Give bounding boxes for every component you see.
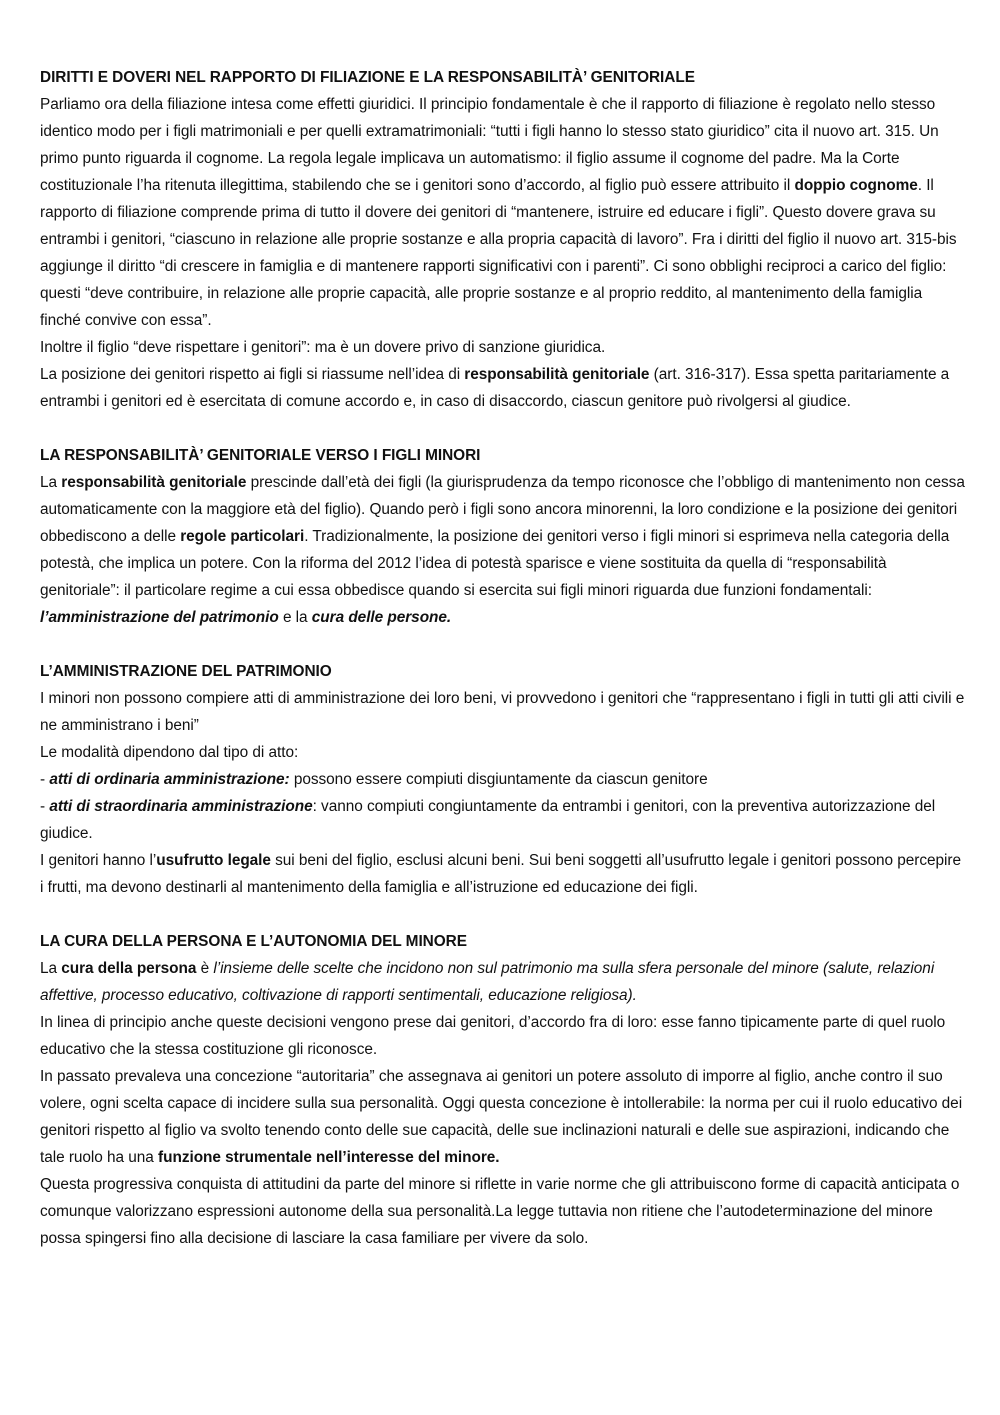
paragraph — [40, 847, 965, 901]
section-heading: DIRITTI E DOVERI NEL RAPPORTO DI FILIAZIONE E LA RESPONSABILITÀ’ GENITORIALE — [40, 69, 695, 86]
emphasized-text: atti di straordinaria amministrazione — [49, 798, 313, 815]
emphasized-text: usufrutto legale — [156, 852, 271, 869]
paragraph — [40, 739, 965, 766]
emphasized-text: funzione strumentale nell’interesse del minore. — [158, 1149, 500, 1166]
text-run: In linea di principio anche queste decisioni vengono prese dai genitori, d’accordo fra di loro: esse fanno tipicamente parte di quel ruolo educativo che la stessa costituzione gli riconosce. — [40, 1014, 946, 1058]
paragraph — [40, 1063, 965, 1171]
section — [40, 64, 965, 415]
text-run: : vanno compiuti congiuntamente da entrambi i genitori, con la preventiva autorizzazione del giudice. — [40, 798, 936, 842]
emphasized-text: cura della persona — [61, 960, 197, 977]
text-run: Questa progressiva conquista di attitudini da parte del minore si riflette in varie norme che gli attribuiscono forme di capacità anticipata o comunque valorizzano espressioni autonome della sua personalità.La legge tuttavia non ritiene che l’autodeterminazione del minore possa spingersi fino alla decisione di lasciare la casa familiare per vivere da solo. — [40, 1176, 960, 1247]
section — [40, 658, 965, 901]
document-body — [40, 64, 965, 1279]
text-run: I minori non possono compiere atti di amministrazione dei loro beni, vi provvedono i genitori che “rappresentano i figli in tutti gli atti civili e ne amministrano i beni” — [40, 690, 965, 734]
section — [40, 442, 965, 631]
text-run: La — [40, 960, 62, 977]
paragraph — [40, 766, 965, 793]
section-heading: L’AMMINISTRAZIONE DEL PATRIMONIO — [40, 663, 332, 680]
text-run: La posizione dei genitori rispetto ai figli si riassume nell’idea di — [40, 366, 465, 383]
emphasized-text: l’amministrazione del patrimonio — [40, 609, 279, 626]
paragraph — [40, 1171, 965, 1252]
text-run: . Tradizionalmente, la posizione dei genitori verso i figli minori si esprimeva nella categoria della potestà, che implica un potere. Con la riforma del 2012 l’idea di potestà sparisce e viene sostituita da quella di “responsabilità genitoriale”: il particolare regime a cui essa obbedisce quando si esercita sui figli minori riguarda due funzioni fondamentali: — [40, 528, 950, 599]
text-run: . Il rapporto di filiazione comprende prima di tutto il dovere dei genitori di “mantenere, istruire ed educare i figli”. Questo dovere grava su entrambi i genitori, “ciascuno in relazione alle proprie sostanze e alla propria capacità di lavoro”. Fra i diritti del figlio il nuovo art. 315-bis aggiunge il diritto “di crescere in famiglia e di mantenere rapporti significativi con i parenti”. Ci sono obblighi reciproci a carico del figlio: questi “deve contribuire, in relazione alle proprie capacità, alle proprie sostanze e al proprio reddito, al mantenimento della famiglia finché convive con essa”. — [40, 177, 957, 329]
emphasized-text: atti di ordinaria amministrazione: — [49, 771, 290, 788]
emphasized-text: cura delle persone. — [311, 609, 452, 626]
text-run: Parliamo ora della filiazione intesa come effetti giuridici. Il principio fondamentale è che il rapporto di filiazione è regolato nello stesso identico modo per i figli matrimoniali e per quelli extramatrimoniali: “tutti i figli hanno lo stesso stato giuridico” cita il nuovo art. 315. Un primo punto riguarda il cognome. La regola legale implicava un automatismo: il figlio assume il cognome del padre. Ma la Corte costituzionale l’ha ritenuta illegittima, stabilendo che se i genitori sono d’accordo, al figlio può essere attribuito il — [40, 96, 939, 194]
text-run: Le modalità dipendono dal tipo di atto: — [40, 744, 299, 761]
paragraph — [40, 793, 965, 847]
text-run: e la — [278, 609, 312, 626]
text-run: - — [40, 771, 50, 788]
text-run: I genitori hanno l’ — [40, 852, 157, 869]
text-run: prescinde dall’età dei figli (la giurisprudenza da tempo riconosce che l’obbligo di mantenimento non cessa automaticamente con la maggiore età del figlio). Quando però i figli sono ancora minorenni, la loro condizione e la posizione dei genitori obbediscono a delle — [40, 474, 965, 545]
text-run: è — [196, 960, 214, 977]
text-run: - — [40, 798, 50, 815]
paragraph — [40, 361, 965, 415]
paragraph — [40, 469, 965, 631]
emphasized-text: responsabilità genitoriale — [464, 366, 650, 383]
emphasized-text: l’insieme delle scelte che incidono non sul patrimonio ma sulla sfera personale del minore (salute, relazioni affettive, processo educativo, coltivazione di rapporti sentimentali, educazione religiosa). — [40, 960, 935, 1004]
text-run: La — [40, 474, 62, 491]
emphasized-text: doppio cognome — [794, 177, 918, 194]
text-run: (art. 316-317). Essa spetta paritariamente a entrambi i genitori ed è esercitata di comune accordo e, in caso di disaccordo, ciascun genitore può rivolgersi al giudice. — [40, 366, 950, 410]
text-run: Inoltre il figlio “deve rispettare i genitori”: ma è un dovere privo di sanzione giuridica. — [40, 339, 606, 356]
text-run: possono essere compiuti disgiuntamente da ciascun genitore — [289, 771, 708, 788]
emphasized-text: regole particolari — [180, 528, 305, 545]
section-heading: LA RESPONSABILITÀ’ GENITORIALE VERSO I FIGLI MINORI — [40, 447, 481, 464]
paragraph — [40, 955, 965, 1009]
section — [40, 928, 965, 1252]
emphasized-text: responsabilità genitoriale — [61, 474, 247, 491]
paragraph — [40, 334, 965, 361]
paragraph — [40, 91, 965, 334]
paragraph — [40, 685, 965, 739]
section-heading: LA CURA DELLA PERSONA E L’AUTONOMIA DEL MINORE — [40, 933, 467, 950]
text-run: sui beni del figlio, esclusi alcuni beni. Sui beni soggetti all’usufrutto legale i genitori possono percepire i frutti, ma devono destinarli al mantenimento della famiglia e all’istruzione ed educazione dei figli. — [40, 852, 961, 896]
text-run: In passato prevaleva una concezione “autoritaria” che assegnava ai genitori un potere assoluto di imporre al figlio, anche contro il suo volere, ogni scelta capace di incidere sulla sua personalità. Oggi questa concezione è intollerabile: la norma per cui il ruolo educativo dei genitori rispetto al figlio va svolto tenendo conto delle sue capacità, delle sue inclinazioni naturali e delle sue aspirazioni, indicando che tale ruolo ha una — [40, 1068, 963, 1166]
paragraph — [40, 1009, 965, 1063]
